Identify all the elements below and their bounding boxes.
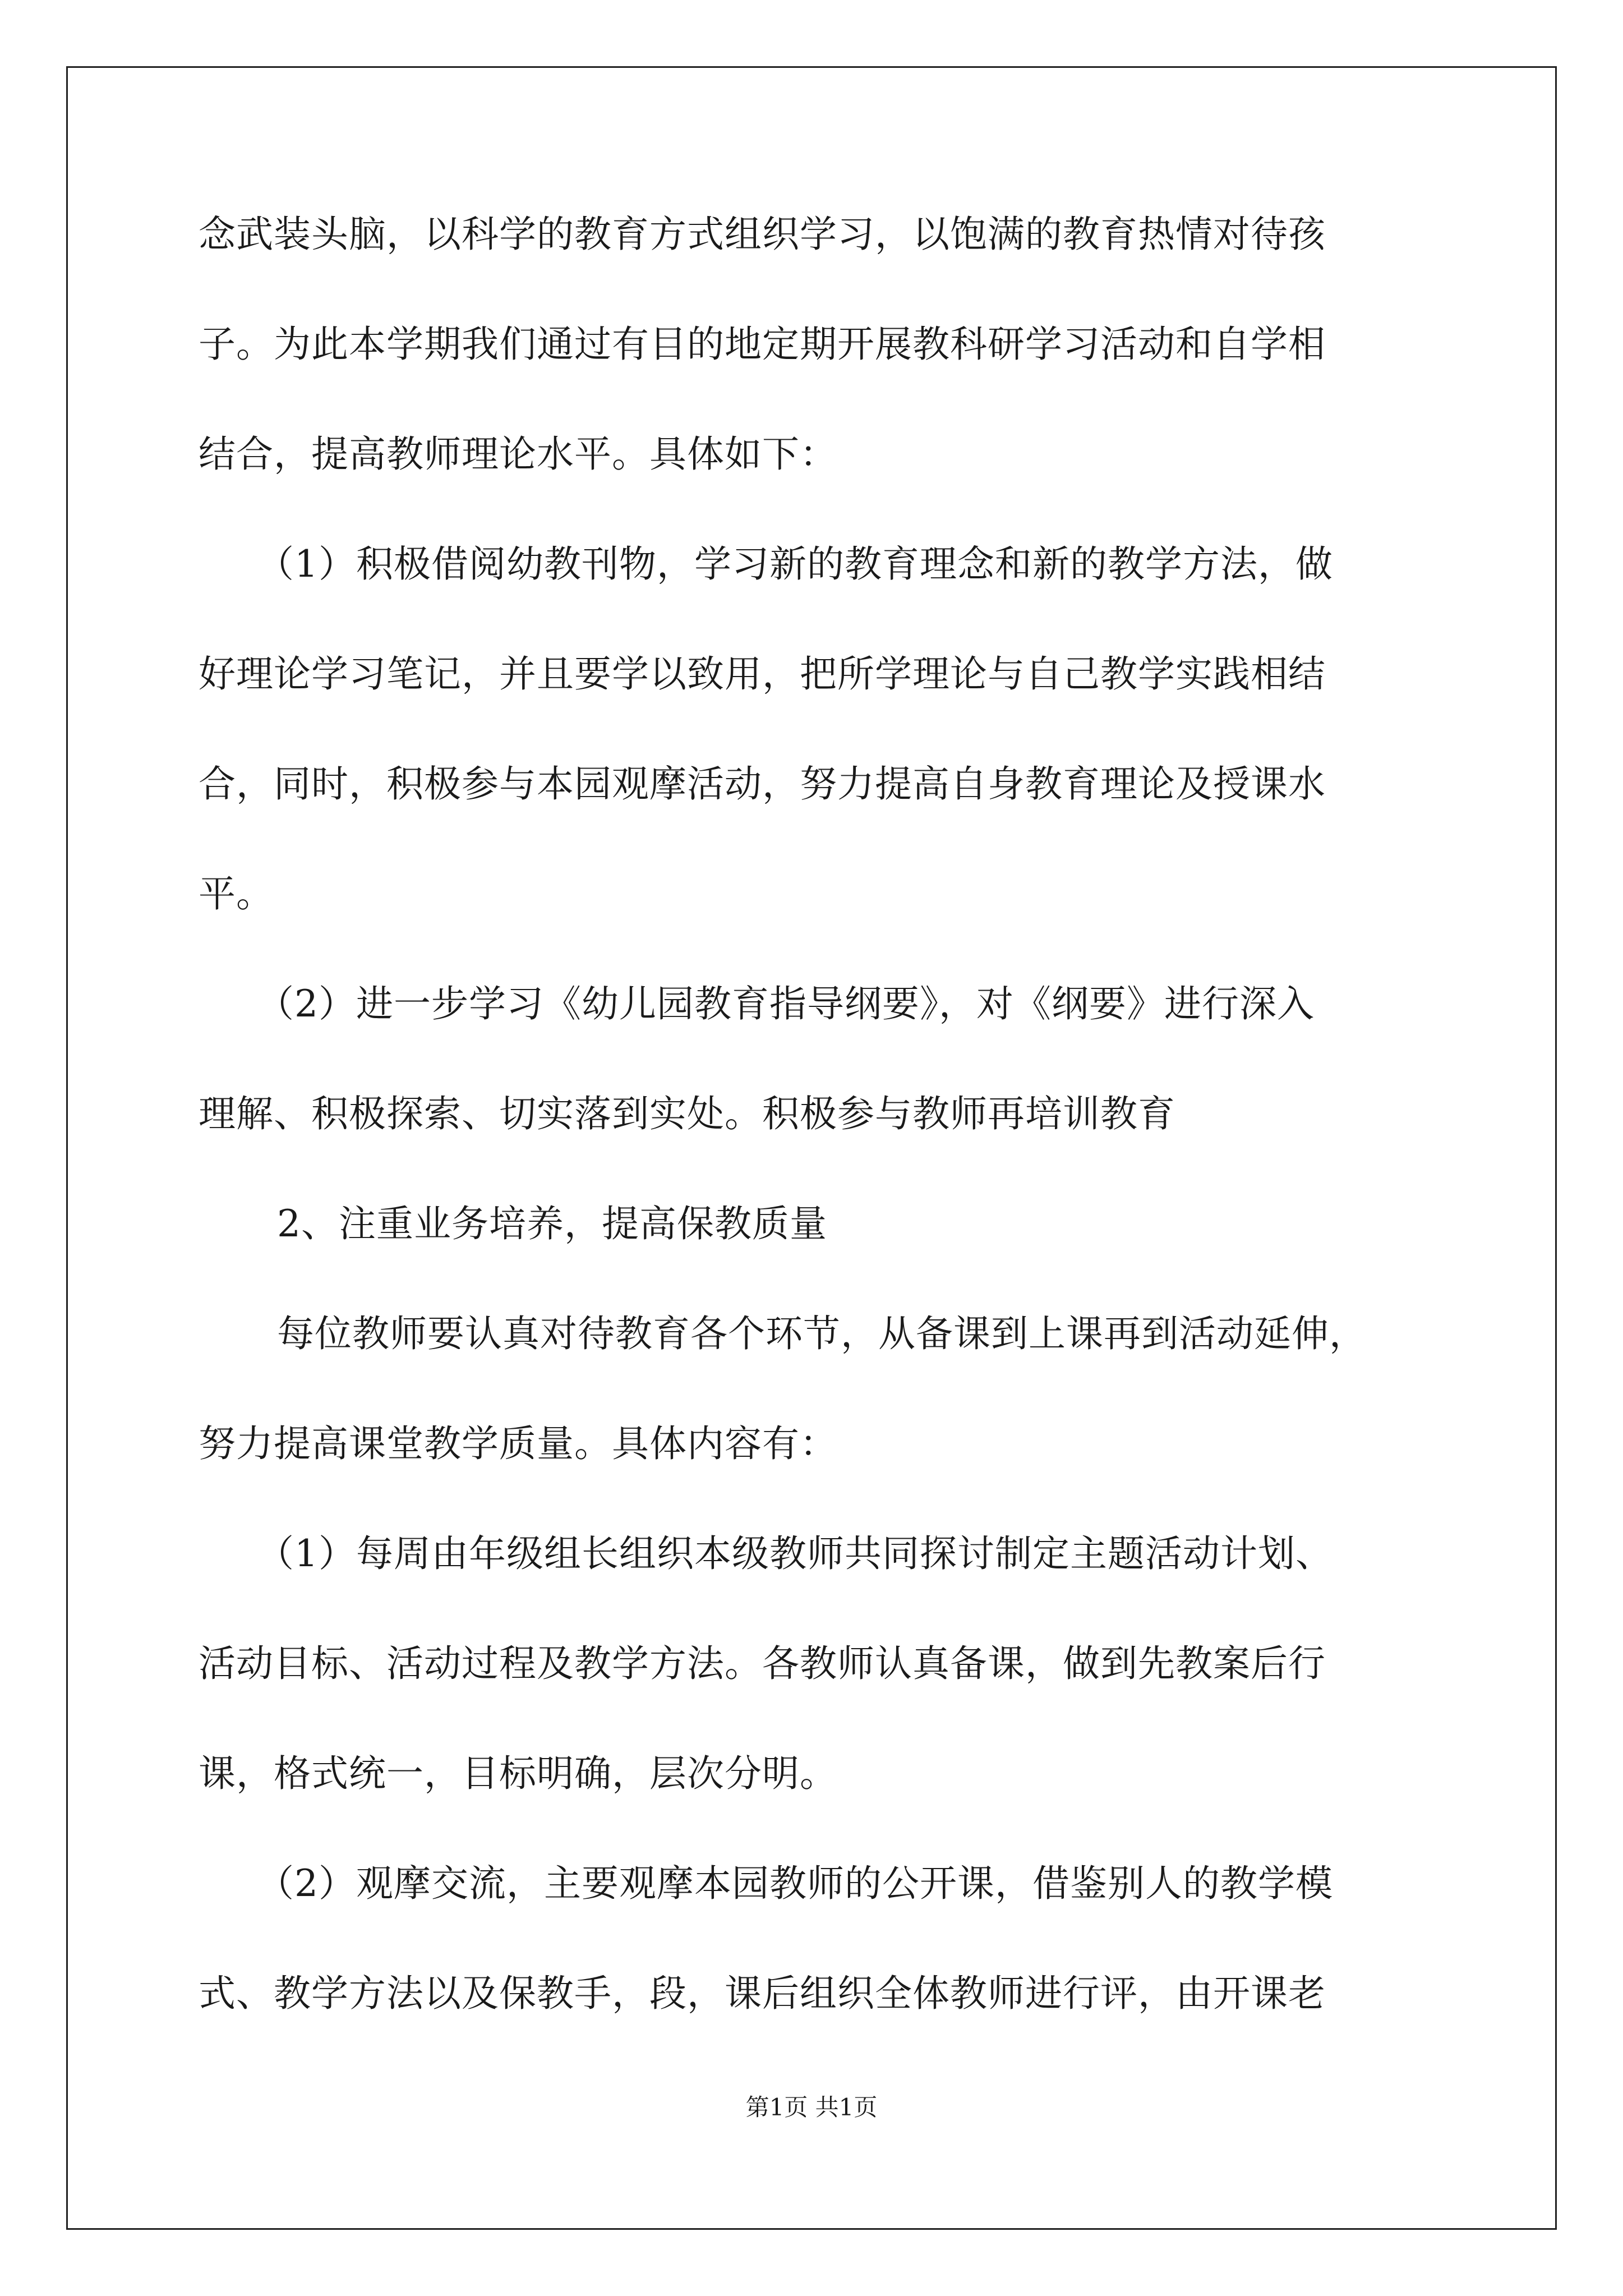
text-line: 平。 <box>199 872 274 915</box>
paragraph-start-line: （2）观摩交流，主要观摩本园教师的公开课，借鉴别人的教学模 <box>257 1862 1333 1905</box>
section-heading: 2、注重业务培养，提高保教质量 <box>277 1202 827 1245</box>
paragraph-start-line: （1）积极借阅幼教刊物，学习新的教育理念和新的教学方法，做 <box>257 542 1333 586</box>
paragraph-start-line: （1）每周由年级组长组织本级教师共同探讨制定主题活动计划、 <box>257 1532 1333 1575</box>
page-number-footer: 第1页 共1页 <box>745 2093 878 2121</box>
paragraph-start-line: 每位教师要认真对待教育各个环节，从备课到上课再到活动延伸， <box>277 1312 1367 1355</box>
text-line: 活动目标、活动过程及教学方法。各教师认真备课，做到先教案后行 <box>199 1642 1326 1685</box>
text-line: 结合，提高教师理论水平。具体如下： <box>199 432 837 476</box>
text-line: 式、教学方法以及保教手，段，课后组织全体教师进行评，由开课老 <box>199 1972 1326 2015</box>
text-line: 念武装头脑，以科学的教育方式组织学习，以饱满的教育热情对待孩 <box>199 213 1326 256</box>
text-line: 合，同时，积极参与本园观摩活动，努力提高自身教育理论及授课水 <box>199 762 1326 806</box>
text-line: 努力提高课堂教学质量。具体内容有： <box>199 1422 837 1465</box>
text-line: 子。为此本学期我们通过有目的地定期开展教科研学习活动和自学相 <box>199 323 1326 366</box>
text-line: 课，格式统一，目标明确，层次分明。 <box>199 1752 837 1795</box>
paragraph-start-line: （2）进一步学习《幼儿园教育指导纲要》，对《纲要》进行深入 <box>257 982 1315 1025</box>
text-line: 理解、积极探索、切实落到实处。积极参与教师再培训教育 <box>199 1092 1175 1135</box>
text-line: 好理论学习笔记，并且要学以致用，把所学理论与自己教学实践相结 <box>199 652 1326 696</box>
